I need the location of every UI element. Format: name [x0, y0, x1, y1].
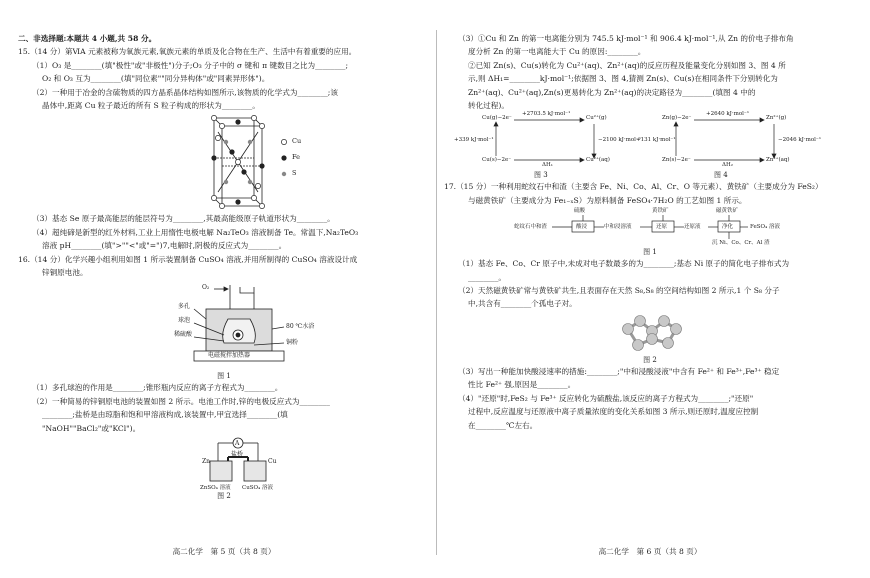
flow-purify: 净化	[722, 224, 734, 231]
q15-line5: 晶体中,距离 Cu 粒子最近的所有 S 粒子构成的形状为________。	[42, 101, 260, 111]
fig4-top-value: +2640 kJ·mol⁻¹	[706, 111, 750, 118]
flow-pyrrhotite: 磁黄铁矿	[716, 208, 739, 215]
label-copper-powder: 铜粉	[286, 339, 299, 347]
crystal-structure-figure	[18, 112, 430, 212]
q16b-line4: 示,则 ΔH₁=________kJ·mol⁻¹;依据图 3、图 4,猜测 Zn(s)、Cu(s)在相同条件下分别转化为	[468, 74, 778, 84]
legend-fe: Fe	[292, 153, 301, 162]
right-page-footer: 高二化学 第 6 页（共 8 页）	[598, 547, 702, 556]
crystal-atoms	[211, 116, 264, 209]
q16b-line3: ②已知 Zn(s)、Cu(s)转化为 Cu²⁺(aq)、Zn²⁺(aq)的反应历程及能量变化分别如图 3、图 4 所	[468, 60, 786, 70]
flow-acid-leach: 酸浸	[576, 224, 588, 231]
q16b-line1: （3）①Cu 和 Zn 的第一电离能分别为 745.5 kJ·mol⁻¹ 和 906.4 kJ·mol⁻¹,从 Zn 的价电子排布角	[458, 34, 794, 43]
label-zn: Zn	[202, 458, 211, 466]
q15-line6: （3）基态 Se 原子最高能层的能层符号为________,其最高能级原子轨道形状为________。	[32, 214, 335, 224]
label-bubble: 球泡	[178, 317, 191, 325]
q17-line9: （4）"还原"时,FeS₂ 与 Fe³⁺ 反应转化为硫酸盐,该反应的离子方程式为________;"还原"	[458, 393, 754, 403]
q17-line11: 在________℃左右。	[468, 420, 538, 430]
label-znso4: ZnSO₄ 溶液	[200, 485, 231, 492]
left-page	[18, 0, 430, 578]
q16b-line6: 转化过程)。	[468, 101, 509, 111]
fig3-top-value: +2703.5 kJ·mol⁻¹	[522, 111, 571, 118]
label-o2: O₂	[202, 284, 210, 292]
figure-2-caption: 图 2	[217, 492, 231, 501]
fig3-left-value: +339 kJ·mol⁻¹	[454, 137, 494, 144]
crystal-legend	[281, 140, 286, 177]
q17-line3: （1）基态 Fe、Co、Cr 原子中,未成对电子数最多的为________;基态 Ni 原子的简化电子排布式为	[458, 259, 790, 269]
s8-structure-figure	[444, 311, 856, 355]
q16b-line2: 度分析 Zn 的第一电离能大于 Cu 的原因:________。	[468, 47, 646, 57]
figure-1-caption: 图 1	[217, 372, 231, 381]
fig4-top-left: Zn(g)−2e⁻	[662, 115, 692, 122]
q15-line7: （4）超纯碲是新型的红外材料,工业上用惰性电极电解 Na₂TeO₃ 溶液制备 Te。常温下,Na₂TeO₃	[32, 227, 359, 237]
q17-figure-2-caption: 图 2	[643, 355, 657, 364]
q15-line2: （1）O₃ 是________(填"极性"或"非极性")分子;O₃ 分子中的 σ 键和 π 键数目之比为________;	[32, 60, 349, 70]
flow-pyrite: 黄铁矿	[652, 208, 669, 215]
q15-line3: O₂ 和 O₃ 互为________(填"同位素""同分异构体"或"同素异形体")。	[42, 74, 270, 84]
galvanic-cell-figure-2	[18, 435, 430, 491]
page-divider	[436, 30, 437, 555]
flow-neutral-liquor: 中和浸溶液	[604, 224, 632, 231]
label-salt-bridge: 盐桥	[231, 451, 244, 459]
apparatus-figure-1	[18, 279, 430, 371]
q16-line6: "NaOH""BaCl₂"或"KCl")。	[42, 423, 141, 433]
q15-line8: 溶液 pH________(填">""<"或"=")7,电解时,阴极的反应式为________。	[42, 241, 287, 251]
section-heading: 二、非选择题:本题共 4 小题,共 58 分。	[18, 34, 157, 43]
fig3-bottom-left: Cu(s)−2e⁻	[482, 157, 512, 164]
figure-3-caption: 图 3	[534, 171, 548, 180]
legend-cu: Cu	[292, 137, 302, 146]
q17-line4: ________。	[468, 272, 506, 282]
energy-diagrams	[444, 112, 856, 170]
q16-line1: 16.（14 分）化学兴趣小组利用如图 1 所示装置制备 CuSO₄ 溶液,并用所制得的 CuSO₄ 溶液设计成	[18, 254, 358, 264]
q17-line7: （3）写出一种能加快酸浸速率的措施:________;"中和浸酸浸液"中含有 Fe²⁺ 和 Fe³⁺,Fe³⁺ 稳定	[458, 366, 780, 376]
q17-line10: 过程中,反应温度与还原液中离子质量浓度的变化关系如图 3 所示,则还原时,温度应控制	[468, 407, 759, 417]
flow-waste: 沉 Ni、Co、Cr、Al 渣	[712, 240, 770, 247]
fig4-right-value: −2046 kJ·mol⁻¹	[778, 137, 822, 144]
fig3-top-left: Cu(g)−2e⁻	[482, 115, 512, 122]
label-water-bath: 80 ℃水浴	[286, 323, 315, 331]
flow-sulfuric-acid: 硫酸	[574, 208, 586, 215]
q17-line6: 中,共含有________个孤电子对。	[468, 299, 577, 309]
figure-4-caption: 图 4	[714, 171, 728, 180]
fig4-dh: ΔH₂	[722, 162, 733, 169]
s8-ring-drawing	[623, 315, 682, 350]
q16-line3: （1）多孔球泡的作用是________;锥形瓶内反应的离子方程式为________。	[32, 383, 283, 393]
apparatus-drawing	[194, 285, 284, 361]
fig4-bottom-left: Zn(s)−2e⁻	[662, 157, 691, 164]
flow-reduce: 还原	[656, 224, 668, 231]
q16b-line5: Zn²⁺(aq)、Cu²⁺(aq),Zn(s)更易转化为 Zn²⁺(aq)的决定路径为________(填图 4 中的	[468, 87, 756, 97]
flow-reduced-liquor: 还原液	[684, 224, 701, 231]
label-stirrer: 电磁搅拌加热器	[208, 352, 251, 360]
q16-line4: （2）一种简易的锌铜原电池的装置如图 2 所示。电池工作时,锌的电极反应式为________	[32, 396, 330, 406]
q16-line2: 锌铜原电池。	[42, 268, 88, 278]
process-flow-figure	[444, 207, 856, 247]
q17-line5: （2）天然磁黄铁矿常与黄铁矿共生,且表面存在天然 S₈,S₈ 的空间结构如图 2 所示,1 个 S₈ 分子	[458, 286, 780, 296]
fig3-bottom-right: Cu²⁺(aq)	[586, 157, 610, 164]
q17-line2: 与磁黄铁矿（主要成分为 Fe₁₋ₓS）为原料制备 FeSO₄·7H₂O 的工艺如图 1 所示。	[468, 195, 747, 205]
label-porous: 多孔	[178, 303, 191, 311]
fig4-top-right: Zn²⁺(g)	[766, 115, 787, 122]
right-page	[444, 0, 856, 578]
fig3-top-right: Cu²⁺(g)	[586, 115, 607, 122]
label-cuso4: CuSO₄ 溶液	[242, 485, 273, 492]
fig4-left-value: +131 kJ·mol⁻¹	[636, 137, 676, 144]
label-ammeter: A	[235, 440, 240, 448]
fig3-dh: ΔH₁	[542, 162, 553, 169]
fig4-bottom-right: Zn²⁺(aq)	[766, 157, 790, 164]
flow-end: FeSO₄ 溶液	[750, 224, 781, 231]
q15-line4: （2）一种用于冶金的含硫物质的四方晶系晶体结构如图所示,该物质的化学式为________;该	[32, 87, 338, 97]
flow-start: 蛇纹石中和渣	[514, 224, 548, 231]
legend-s: S	[292, 169, 297, 178]
fig3-right-value: −2100 kJ·mol⁻¹	[598, 137, 642, 144]
q16-line5: ________;盐桥是由琼脂和饱和甲溶液构成,该装置中,甲宜选择________(填	[42, 410, 288, 420]
label-dilute-acid: 稀硫酸	[174, 331, 193, 339]
q17-line8: 性比 Fe²⁺ 强,原因是________。	[468, 380, 576, 390]
left-page-footer: 高二化学 第 5 页（共 8 页）	[172, 547, 276, 556]
q15-line1: 15.（14 分）第ⅥA 元素被称为氧族元素,氧族元素的单质及化合物在生产、生活中有着重要的应用。	[18, 47, 357, 57]
q17-line1: 17.（15 分）一种利用蛇纹石中和渣（主要含 Fe、Ni、Co、Al、Cr、O 等元素）、黄铁矿（主要成分为 FeS₂）	[444, 182, 823, 192]
label-cu: Cu	[268, 458, 277, 466]
q17-figure-1-caption: 图 1	[643, 248, 657, 257]
